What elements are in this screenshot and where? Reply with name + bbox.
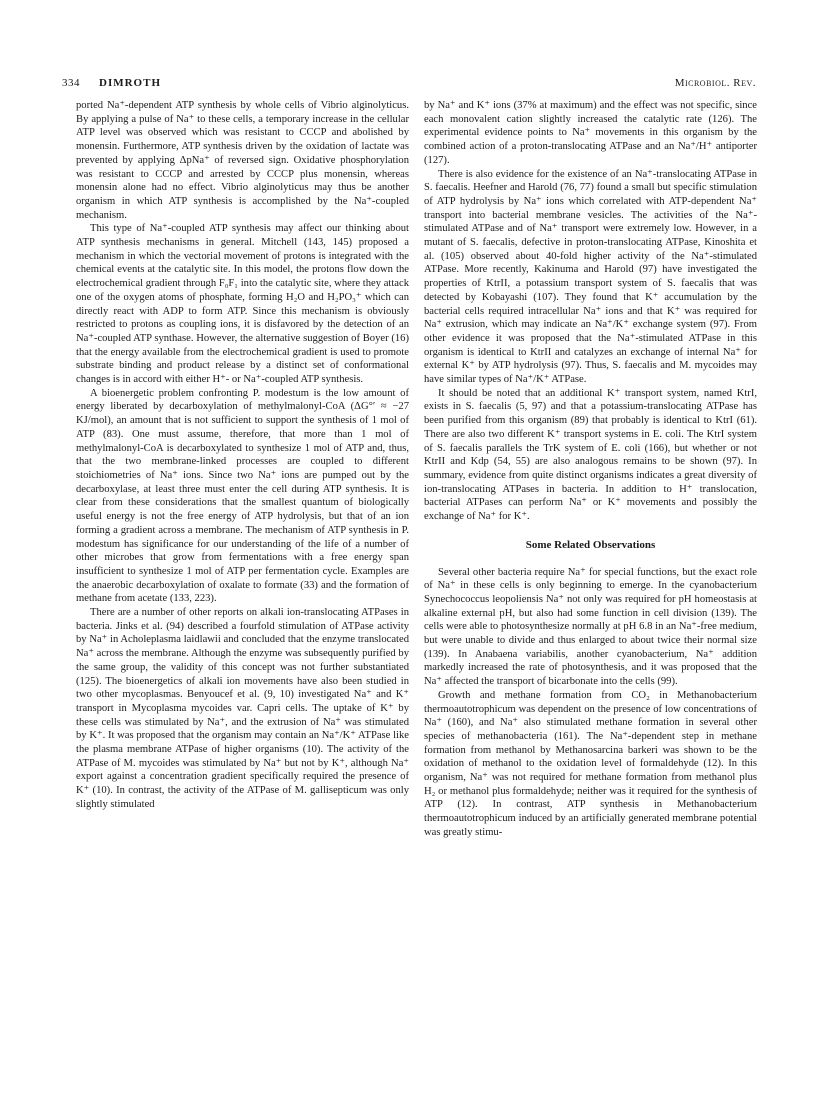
paragraph: by Na⁺ and K⁺ ions (37% at maximum) and the effect was not specific, since each monovalent cation slightly increased the catalytic rate (126). The experimental evidence points to Na⁺ movements in this organism by the combined action of a proton-translocating ATPase and an Na⁺/H⁺ antiporter (127).	[424, 100, 757, 166]
paragraph: There are a number of other reports on alkali ion-translocating ATPases in bacteria. Jinks et al. (94) described a fourfold stimulation of ATPase activity by Na⁺ in Acholeplasma laidlawii and concluded that the enzyme translocated Na⁺ across the membrane. Although the enzyme was subsequently purified by the same group, the validity of this concept was not further substantiated (125). The bioenergetics of alkali ion movements have also been studied in two other mycoplasmas. Benyoucef et al. (9, 10) investigated Na⁺ and K⁺ transport in Mycoplasma mycoides var. Capri cells. The uptake of K⁺ by these cells was stimulated by Na⁺, and the extrusion of Na⁺ was stimulated by K⁺. It was proposed that the organism may contain an Na⁺/K⁺ ATPase like the plasma membrane ATPase of higher organisms (10). The activity of the ATPase of M. mycoides was stimulated by Na⁺ but not by K⁺, although Na⁺ export against a concentration gradient specifically required the presence of K⁺ (10). In contrast, the activity of the ATPase of M. gallisepticum was only slightly stimulated	[76, 607, 409, 810]
right-column	[424, 99, 757, 840]
page-header	[62, 77, 756, 93]
paragraph: A bioenergetic problem confronting P. modestum is the low amount of energy liberated by decarboxylation of methylmalonyl-CoA (ΔG°′ ≈ −27 KJ/mol), an amount that is not sufficient to support the synthesis of 1 mol of ATP (83). One must assume, therefore, that more than 1 mol of methylmalonyl-CoA is decarboxylated to synthesize 1 mol of ATP and, thus, that the two membrane-linked processes are coupled to different stoichiometries of Na⁺ ions. Since two Na⁺ ions are pumped out by the decarboxylase, at least three must enter the cell during ATP synthesis. It is clear from these considerations that the smallest quantum of biologically useful energy is not the free energy of ATP hydrolysis, but that of an ion forming a gradient across a membrane. The mechanism of ATP synthesis in P. modestum has significance for our understanding of the life of a number of other microbes that grow from fermentations with a free energy span insufficient to synthesize 1 mol of ATP per fermentation cycle. Examples are the anaerobic decarboxylation of oxalate to formate (33) and the formation of methane from acetate (133, 223).	[76, 387, 409, 605]
journal-name: Microbiol. Rev.	[674, 77, 756, 89]
paragraph: There is also evidence for the existence of an Na⁺-translocating ATPase in S. faecalis. Heefner and Harold (76, 77) found a small but specific stimulation of ATP hydrolysis by Na⁺ ions which correlated with ATP-dependent Na⁺ transport into bacterial membrane vesicles. The activities of the Na⁺-stimulated ATPase and of Na⁺ transport were extremely low. However, in a mutant of S. faecalis, defective in proton-translocating ATPase, Kinoshita et al. (105) observed about 40-fold higher activity of the Na⁺-stimulated ATPase. More recently, Kakinuma and Harold (97) have investigated the properties of KtrII, a potassium transport system of S. faecalis that was detected by Kobayashi (107). They found that K⁺ accumulation by the bacterial cells required intracellular Na⁺ ions and that K⁺ was required for Na⁺ extrusion, which may indicate an Na⁺/K⁺ exchange system (97). From other evidence it was proposed that the Na⁺-stimulated ATPase in this organism is identical to KtrII and catalyzes an exchange of internal Na⁺ for external K⁺ by ATP hydrolysis (97). Thus, S. faecalis and M. mycoides may have similar types of Na⁺/K⁺ ATPase.	[424, 168, 757, 386]
running-author: DIMROTH	[99, 77, 161, 89]
paragraph: It should be noted that an additional K⁺ transport system, named KtrI, exists in S. faecalis (5, 97) and that a potassium-translocating ATPase has been purified from this organism (89) that probably is identical to KtrI (61). There are also two different K⁺ transport systems in E. coli. The KtrI system of S. faecalis parallels the TrK system of E. coli (166), but whether or not KtrII and Kdp (54, 55) are also analogous remains to be shown (97). In summary, evidence from quite distinct organisms indicates a great diversity of ion-translocating ATPases in bacteria. In addition to H⁺ translocation, bacterial ATPases can perform Na⁺ or K⁺ movements and possibly the exchange of Na⁺ for K⁺.	[424, 387, 757, 523]
page-number: 334	[62, 77, 80, 89]
paragraph: Growth and methane formation from CO₂ in Methanobacterium thermoautotrophicum was dependent on the presence of low concentrations of Na⁺ (160), and Na⁺ also stimulated methane formation in several other species of methanobacteria (161). The Na⁺-dependent step in methane formation from methanol by Methanosarcina barkeri was shown to be the oxidation of methanol to the oxidation level of formaldehyde (12). In this organism, Na⁺ was not required for methane formation from methanol plus H₂ or methanol plus formaldehyde; neither was it required for the synthesis of ATP (12). In contrast, ATP synthesis in Methanobacterium thermoautotrophicum induced by an artificially generated membrane potential was greatly stimu-	[424, 689, 757, 838]
left-column	[76, 99, 409, 812]
section-heading: Some Related Observations	[525, 538, 656, 551]
paragraph: ported Na⁺-dependent ATP synthesis by whole cells of Vibrio alginolyticus. By applying a pulse of Na⁺ to these cells, a temporary increase in the cellular ATP level was observed which was resistant to CCCP and abolished by monensin. Furthermore, ATP synthesis driven by the oxidation of lactate was prevented by applying ΔpNa⁺ of reversed sign. Oxidative phosphorylation was resistant to CCCP and arrested by CCCP plus monensin, whereas monensin alone had no effect. Vibrio alginolyticus may thus be another organism in which ATP synthesis is accomplished by the Na⁺-coupled mechanism.	[76, 100, 409, 221]
paragraph: This type of Na⁺-coupled ATP synthesis may affect our thinking about ATP synthesis mechanisms in general. Mitchell (143, 145) proposed a mechanism in which the vectorial movement of protons is integrated with the chemical events at the catalytic site. In this model, the protons flow down the electrochemical gradient through F₀F₁ into the catalytic site, where they attack one of the oxygen atoms of phosphate, forming H₂O and H₂PO₃⁺ which can directly react with ADP to form ATP. Since this mechanism is obviously restricted to protons as coupling ions, it is disfavored by the detection of an Na⁺-coupled ATP synthase. However, the alternative suggestion of Boyer (16) that the energy available from the electrochemical gradient is used to promote substrate binding and product release by a distinct set of conformational changes is in accord with either H⁺- or Na⁺-coupled ATP synthesis.	[76, 223, 409, 386]
paragraph: Several other bacteria require Na⁺ for special functions, but the exact role of Na⁺ in these cells is only beginning to emerge. In the cyanobacterium Synechococcus leopoliensis Na⁺ not only was required for pH homeostasis at alkaline external pH, but also had some function in cell division (139). The cells were able to photosynthesize normally at pH 6.8 in an Na⁺-free medium, but were unable to divide and thus enlarged to about twice their normal size (139). In Anabaena variabilis, another cyanobacterium, Na⁺ addition markedly increased the rate of photosynthesis, and it was proposed that the Na⁺ affected the transport of bicarbonate into the cells (99).	[424, 566, 757, 688]
